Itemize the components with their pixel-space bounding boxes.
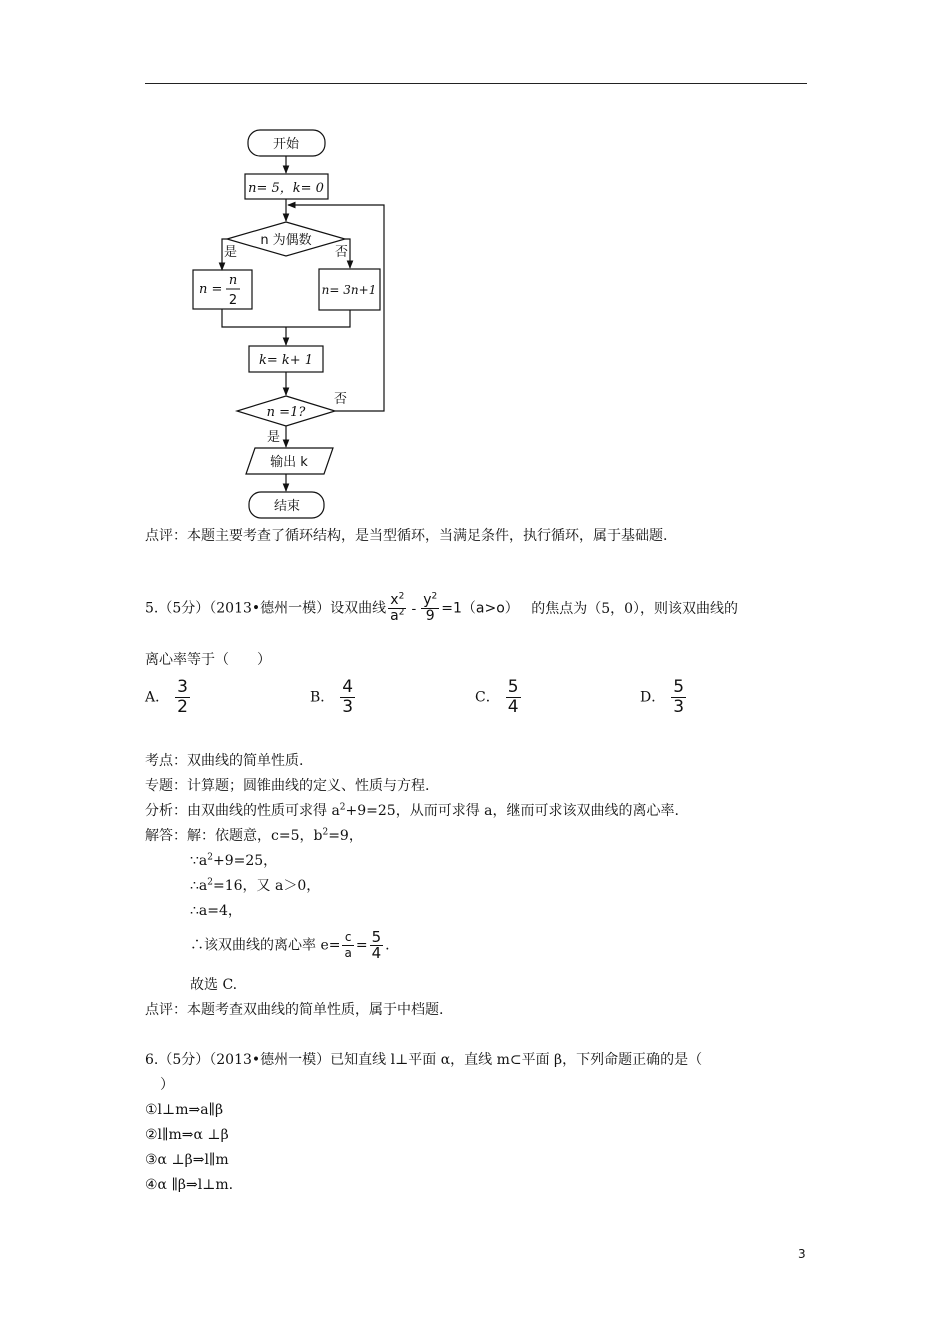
q5-step1: $\because a^2+9=25$， <box>190 852 278 869</box>
q5-prefix: 5.（5分）（2013•德州一模）设双曲线 <box>145 600 387 617</box>
q5-step2: $\therefore a^2=16$，又 a＞0， <box>190 877 321 894</box>
q5-dianping: 点评：本题考查双曲线的简单性质，属于中档题. <box>145 1002 444 1018</box>
increment-label: k= k+ 1 <box>258 353 314 368</box>
q5-step5: 故选 C. <box>190 977 238 993</box>
q5-frac-x: $\frac{x^2}{a^2}$ <box>390 591 405 624</box>
decision1-no: 否 <box>335 245 349 260</box>
q5-stem <box>145 593 738 624</box>
triple-label: n= 3n+1 <box>321 283 377 297</box>
decision2-yes: 是 <box>267 430 281 445</box>
q5-eq-rest: =1（a>o） <box>441 600 519 617</box>
q5-option-c[interactable]: C． $\frac{5}{4}$ <box>475 677 519 717</box>
q5-suffix: 的焦点为（5，0），则该双曲线的 <box>531 600 739 617</box>
q5-step4: ∴该双曲线的离心率 e= $\frac{c}{a}$ = $\frac{5}{4}$ . <box>190 928 390 962</box>
flowchart <box>0 0 950 540</box>
q6-item-2: ②l∥m⇒α ⊥β <box>145 1127 229 1143</box>
q6-item-3: ③α ⊥β⇒l∥m <box>145 1152 229 1168</box>
decision1-yes: 是 <box>224 245 238 260</box>
start-label: 开始 <box>272 137 300 152</box>
q5-option-d[interactable]: D． $\frac{5}{3}$ <box>640 677 685 717</box>
q5-jieda: 解答：解：依题意，c=5，$b^2=9$， <box>145 827 363 844</box>
decision2-no: 否 <box>334 392 348 407</box>
output-label: 输出 k <box>270 455 308 470</box>
q6-stem-close: ） <box>160 1077 174 1093</box>
halve-num: n <box>228 273 238 288</box>
page-number: 3 <box>798 1247 806 1261</box>
q5-option-a[interactable]: A． $\frac{3}{2}$ <box>145 677 188 717</box>
decision2-label: n =1? <box>266 405 306 420</box>
q5-zhuanti: 专题：计算题；圆锥曲线的定义、性质与方程. <box>145 778 430 794</box>
q5-option-b[interactable]: B． $\frac{4}{3}$ <box>310 677 354 717</box>
q5-step3: ∴a=4， <box>190 903 242 919</box>
decision1-label: n 为偶数 <box>260 233 312 248</box>
q5-kaodian: 考点：双曲线的简单性质. <box>145 753 304 769</box>
q6-item-1: ①l⊥m⇒a∥β <box>145 1102 224 1118</box>
q5-minus: - <box>411 600 417 617</box>
q5-line2: 离心率等于（ ） <box>145 652 271 668</box>
q5-fenxi: 分析：由双曲线的性质可求得 $a^2+9=25$，从而可求得 a，继而可求该双曲线的离心率. <box>145 802 679 819</box>
q6-item-4: ④α ∥β⇒l⊥m. <box>145 1177 234 1193</box>
q6-stem: 6.（5分）（2013•德州一模）已知直线 l⊥平面 α，直线 m⊂平面 β，下列命题正确的是（ <box>145 1052 703 1068</box>
init-label: n= 5，k= 0 <box>248 181 324 196</box>
halve-lhs: n = <box>199 282 223 297</box>
q5-frac-y: $\frac{y^2}{9}$ <box>423 591 438 624</box>
end-label: 结束 <box>273 499 301 514</box>
comment-q4: 点评：本题主要考查了循环结构，是当型循环，当满足条件，执行循环，属于基础题. <box>145 528 668 544</box>
halve-den: 2 <box>228 293 238 308</box>
